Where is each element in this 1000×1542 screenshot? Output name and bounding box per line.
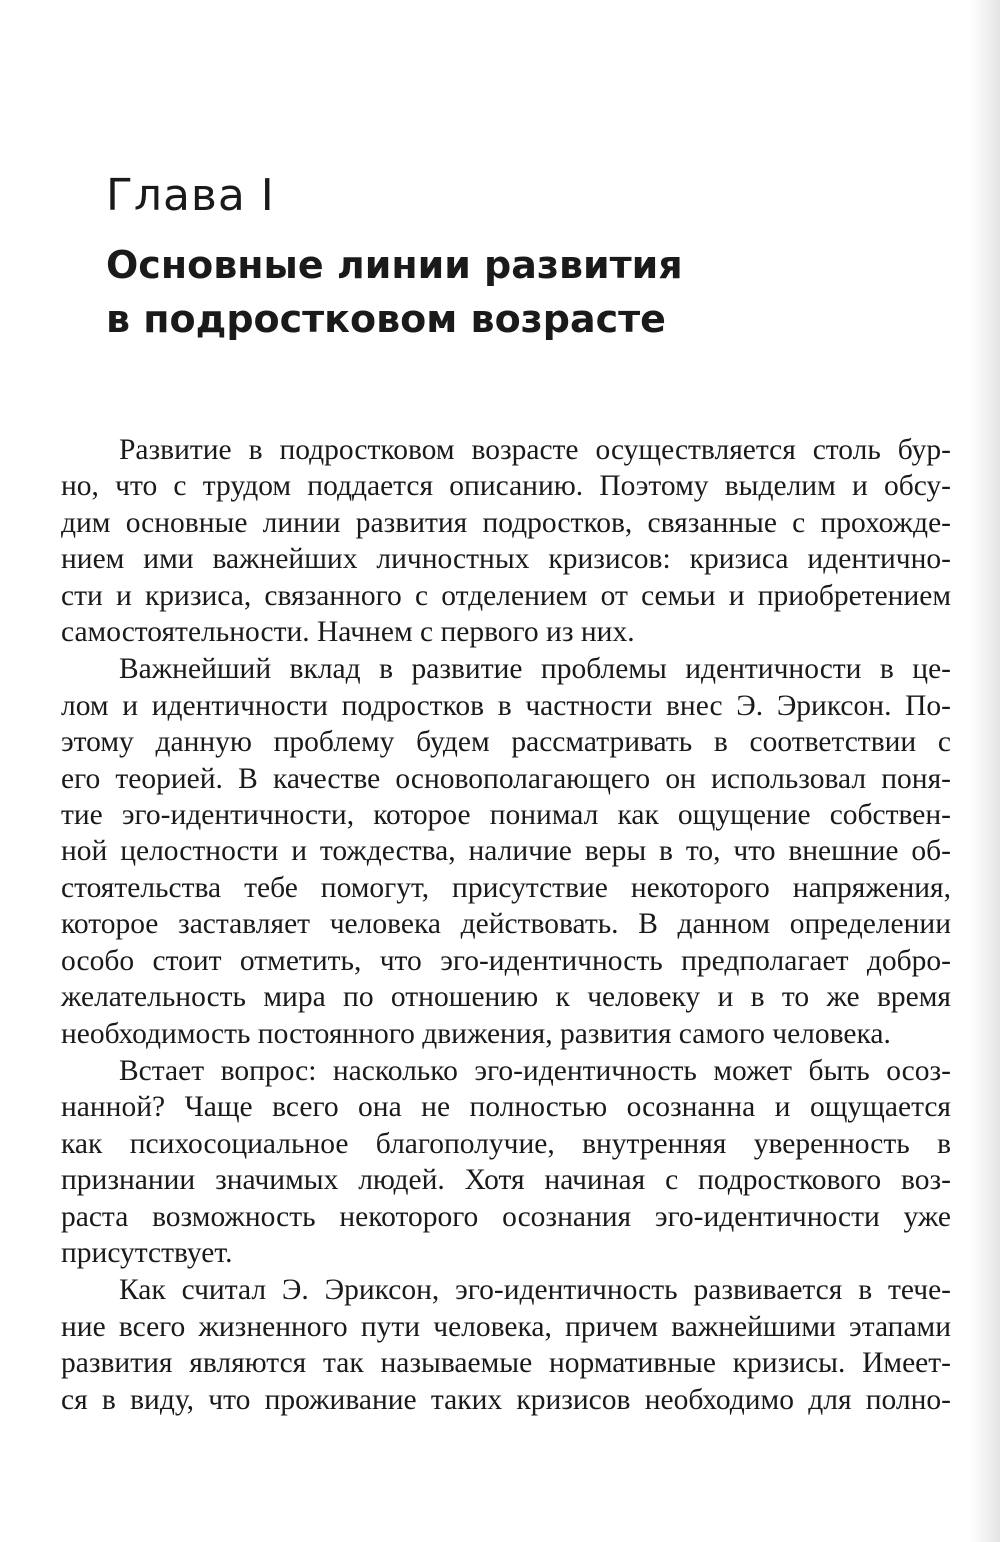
text-line: присутствует. bbox=[61, 1236, 233, 1269]
text-line: стоятельства тебе помогут, присутствие некоторого напряжения, bbox=[61, 871, 951, 904]
paragraph bbox=[61, 432, 951, 650]
paragraph bbox=[61, 1272, 951, 1418]
text-line: раста возможность некоторого осознания эго-идентичности уже bbox=[61, 1200, 951, 1233]
chapter-title bbox=[106, 238, 926, 346]
text-line: но, что с трудом поддается описанию. Поэтому выделим и обсу- bbox=[61, 470, 951, 503]
text-line: лом и идентичности подростков в частности внес Э. Эриксон. По- bbox=[61, 689, 951, 722]
text-line: нанной? Чаще всего она не полностью осознанна и ощущается bbox=[61, 1091, 951, 1124]
body-text bbox=[61, 432, 951, 1419]
chapter-title-line: в подростковом возрасте bbox=[106, 297, 666, 341]
page-edge-shadow bbox=[970, 0, 1000, 1542]
text-line: Развитие в подростковом возрасте осуществляется столь бур- bbox=[119, 434, 951, 466]
text-line: необходимость постоянного движения, развития самого человека. bbox=[61, 1017, 891, 1050]
text-line: ной целостности и тождества, наличие веры в то, что внешние об- bbox=[61, 835, 951, 868]
text-line: Как считал Э. Эриксон, эго-идентичность развивается в тече- bbox=[119, 1274, 951, 1307]
text-line: ся в виду, что проживание таких кризисов необходимо для полно- bbox=[61, 1383, 951, 1416]
text-line: развития являются так называемые нормативные кризисы. Имеет- bbox=[61, 1347, 951, 1380]
text-line: этому данную проблему будем рассматривать в соответствии с bbox=[61, 726, 951, 759]
text-line: Важнейший вклад в развитие проблемы идентичности в це- bbox=[119, 653, 951, 686]
text-line: Встает вопрос: насколько эго-идентичность может быть осоз- bbox=[119, 1054, 951, 1087]
chapter-label: Глава I bbox=[106, 170, 275, 221]
paragraph bbox=[61, 651, 951, 1051]
paragraph bbox=[61, 1053, 951, 1271]
text-line: ние всего жизненного пути человека, причем важнейшими этапами bbox=[61, 1310, 951, 1343]
text-line: дим основные линии развития подростков, связанные с прохожде- bbox=[61, 506, 951, 539]
chapter-title-line: Основные линии развития bbox=[106, 243, 683, 287]
text-line: особо стоит отметить, что эго-идентичность предполагает добро- bbox=[61, 944, 951, 977]
text-line: признании значимых людей. Хотя начиная с подросткового воз- bbox=[61, 1164, 951, 1197]
text-line: как психосоциальное благополучие, внутренняя уверенность в bbox=[61, 1127, 951, 1160]
text-line: которое заставляет человека действовать. В данном определении bbox=[61, 908, 951, 941]
text-line: самостоятельности. Начнем с первого из них. bbox=[61, 616, 635, 649]
text-line: желательность мира по отношению к человеку и в то же время bbox=[61, 981, 951, 1014]
text-line: сти и кризиса, связанного с отделением от семьи и приобретением bbox=[61, 579, 951, 612]
text-line: нием ими важнейших личностных кризисов: кризиса идентично- bbox=[61, 543, 951, 576]
text-line: тие эго-идентичности, которое понимал как ощущение собствен- bbox=[61, 799, 951, 832]
text-line: его теорией. В качестве основополагающего он использовал поня- bbox=[61, 762, 951, 795]
